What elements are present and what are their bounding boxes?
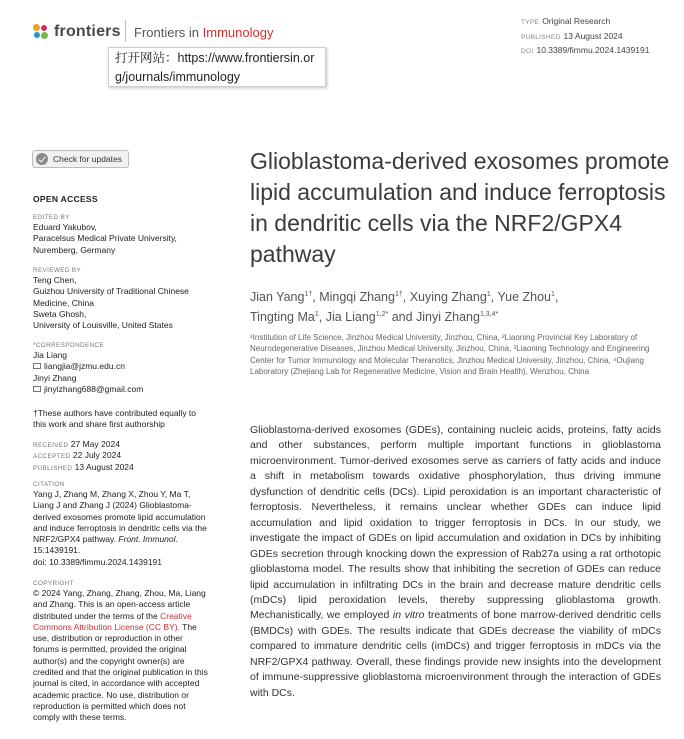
- frontiers-logo-icon: [33, 24, 49, 40]
- mail-icon: [33, 363, 41, 369]
- received-date: 27 May 2024: [70, 439, 120, 449]
- citation-doi[interactable]: doi: 10.3389/fimmu.2024.1439191: [33, 556, 163, 567]
- reviewed-by-label: REVIEWED BY: [33, 267, 82, 274]
- author-name[interactable]: Yue Zhou: [497, 290, 551, 305]
- copyright-text-rest: The use, distribution or reproduction in other forums is permitted, provided the original author(s) and the copyright owner(s) are credited and that the original publication in this journal is cited, in accordance with accepted academic practice. No use, distribution or reproduction is permitted which does not comply with these terms.: [33, 621, 208, 723]
- copyright-section: [33, 580, 209, 724]
- article-title: Glioblastoma-derived exosomes promote lipid accumulation and induce ferroptosis in dendritic cells via the NRF2/GPX4 pathway: [250, 148, 670, 267]
- frontiers-logo[interactable]: [33, 23, 121, 41]
- author-separator: ,: [490, 290, 498, 305]
- link-tooltip: 打开网站：https://www.frontiersin.org/journals/immunology: [108, 47, 326, 87]
- reviewer-1-location: Medicine, China: [33, 297, 94, 308]
- type-value: Original Research: [542, 16, 611, 26]
- publisher-name: frontiers: [54, 23, 121, 40]
- corr-email-2[interactable]: jinyizhang688@gmail.com: [44, 383, 144, 394]
- mail-icon: [33, 386, 41, 392]
- author-affiliation-marker: 1,2*: [375, 311, 389, 319]
- author-affiliation-marker: 1: [551, 291, 555, 298]
- author-name[interactable]: Mingqi Zhang: [319, 290, 395, 305]
- abstract-text-rest: treatments of bone marrow-derived dendritic cells (BMDCs) with GDEs. The results indicate that GDEs decrease the viability of mDCs compared to immature dendritic cells (imDCs) and trigger ferroptosis in mDCs via the NRF2/GPX4 pathway. Overall, these findings provide new insights into the development of immune-suppressive glioblastoma microenvironment through the interaction of GDEs with DCs.: [250, 609, 661, 699]
- reviewer-2-affiliation: University of Louisville, United States: [33, 320, 173, 331]
- citation-label: CITATION: [33, 481, 65, 488]
- abstract-text: Glioblastoma-derived exosomes (GDEs), containing nucleic acids, proteins, fatty acids and other substances, perform multiple important functions in glioblastoma microenvironment. Tumor-derived exosomes serve as carriers of fatty acids and induce a shift in metabolism towards oxidative phosphorylation, thus driving immune dysfunction of dendritic cells (DCs). Lipid peroxidation is an important characteristic of ferroptosis. Nevertheless, it remains unclear whether GDEs can induce lipid accumulation and lipid oxidation to trigger ferroptosis in DCs. In our study, we investigate the impact of GDEs on lipid accumulation and oxidation in DCs by inhibiting GDEs secretion through knocking down the expression of Rab27a using a rat orthotopic glioblastoma model. The results show that inhibiting the secretion of GDEs can reduce lipid accumulation in infiltrating DCs in the brain and decrease mature dendritic cells (mDCs) lipid peroxidation levels, thereby suppressing glioblastoma growth. Mechanistically, we employed: [250, 424, 661, 622]
- published-label: PUBLISHED: [33, 464, 73, 472]
- author-separator: ,: [318, 310, 326, 325]
- published-key: PUBLISHED: [521, 33, 561, 41]
- published-value: 13 August 2024: [563, 30, 623, 41]
- author-separator: and: [388, 310, 417, 325]
- received-label: RECEIVED: [33, 442, 69, 449]
- equal-contribution-note: †These authors have contributed equally to this work and share first authorship: [33, 408, 197, 430]
- cc-license-link[interactable]: Creative Commons Attribution License (CC BY).: [33, 610, 192, 632]
- affiliations: ¹Institution of Life Science, Jinzhou Medical University, Jinzhou, China, ²Liaoning Provincial Key Laboratory of Neurodegenerative Diseases, Jinzhou Medical University, Jinzhou, China, ³Liaoning Technology and Engineering Center for Tumor Immunology and Molecular Theranotics, Jinzhou Medical University, Jinzhou, China, ⁴Oujiang Laboratory (Zhejiang Lab for Regenerative Medicine, Vision and Brain Health), Wenzhou, China: [250, 333, 650, 376]
- author-affiliation-marker: 1†: [394, 291, 403, 298]
- author-separator: ,: [554, 290, 559, 305]
- article-meta: [521, 15, 649, 59]
- copyright-label: COPYRIGHT: [33, 580, 75, 587]
- author-name[interactable]: Jinyi Zhang: [416, 310, 480, 325]
- author-affiliation-marker: 1: [314, 311, 319, 319]
- author-name[interactable]: Jia Liang: [325, 310, 376, 325]
- accepted-date: 22 July 2024: [72, 450, 122, 461]
- citation-journal: Front. Immunol.: [118, 534, 178, 545]
- type-key: TYPE: [521, 19, 540, 26]
- citation-volume: 15:1439191.: [33, 545, 81, 556]
- corr-name-2: Jinyi Zhang: [33, 372, 77, 383]
- editor-affiliation: Paracelsus Medical Private University,: [33, 233, 177, 244]
- journal-name[interactable]: [134, 25, 273, 40]
- author-name[interactable]: Xuying Zhang: [409, 290, 487, 305]
- open-access-label: OPEN ACCESS: [33, 194, 98, 204]
- author-list: [250, 286, 660, 326]
- doi-key: DOI: [521, 48, 534, 55]
- correspondence-section: [33, 342, 213, 395]
- citation-text: Yang J, Zhang M, Zhang X, Zhou Y, Ma T, Liang J and Zhang J (2024) Glioblastoma-derived exosomes promote lipid accumulation and induce ferroptosis in dendritic cells via the NRF2/GPX4 pathway.: [33, 489, 207, 545]
- corr-email-1[interactable]: liangjia@jzmu.edu.cn: [44, 361, 125, 372]
- accepted-label: ACCEPTED: [33, 453, 71, 461]
- copyright-text: © 2024 Yang, Zhang, Zhang, Zhou, Ma, Liang and Zhang. This is an open-access article distributed under the terms of the: [33, 588, 206, 621]
- abstract: [250, 423, 661, 701]
- author-affiliation-marker: 1†: [304, 291, 313, 298]
- reviewer-1-name: Teng Chen,: [33, 275, 77, 285]
- published-date: 13 August 2024: [74, 461, 134, 472]
- check-updates-label: Check for updates: [53, 154, 122, 164]
- reviewer-2-name: Sweta Ghosh,: [33, 308, 87, 319]
- author-separator: ,: [312, 290, 320, 305]
- dates-section: [33, 439, 213, 473]
- edited-by-section: [33, 214, 213, 256]
- corr-name-1: Jia Liang: [33, 350, 68, 360]
- edited-by-label: EDITED BY: [33, 214, 70, 221]
- reviewed-by-section: [33, 267, 213, 331]
- author-affiliation-marker: 1,3,4*: [479, 311, 499, 319]
- citation-section: [33, 481, 209, 568]
- check-for-updates-button[interactable]: [32, 150, 129, 168]
- author-separator: ,: [402, 290, 410, 305]
- doi-value[interactable]: 10.3389/fimmu.2024.1439191: [536, 45, 650, 55]
- editor-location: Nuremberg, Germany: [33, 244, 116, 255]
- author-name[interactable]: Tingting Ma: [250, 310, 315, 325]
- journal-title: Immunology: [202, 25, 274, 40]
- editor-name: Eduard Yakubov,: [33, 222, 97, 232]
- author-affiliation-marker: 1: [486, 291, 491, 298]
- check-icon: [36, 153, 48, 165]
- journal-prefix: Frontiers in: [134, 25, 203, 40]
- correspondence-label: *CORRESPONDENCE: [33, 342, 105, 349]
- author-name[interactable]: Jian Yang: [250, 290, 305, 305]
- reviewer-1-affiliation: Guizhou University of Traditional Chinese: [33, 286, 189, 297]
- header-divider: [125, 20, 126, 42]
- abstract-italic: in vitro: [392, 609, 425, 622]
